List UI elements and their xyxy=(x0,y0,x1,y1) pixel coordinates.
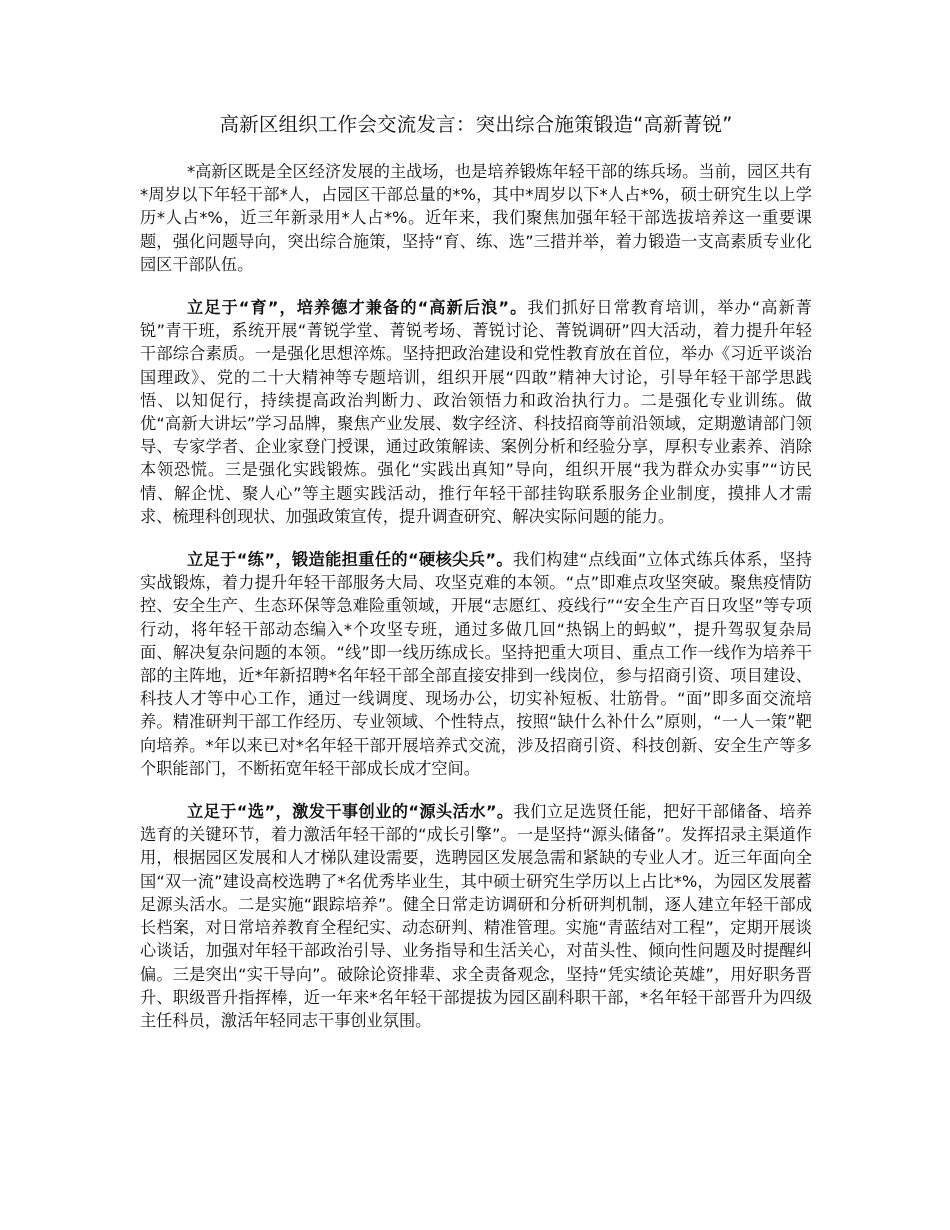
document-title: 高新区组织工作会交流发言：突出综合施策锻造“高新菁锐” xyxy=(219,113,733,136)
paragraph-train-text: 我们构建“点线面”立体式练兵体系，坚持实战锻炼，着力提升年轻干部服务大局、攻坚克难的本领。“点”即难点攻坚突破。聚焦疫情防控、安全生产、生态环保等急难险重领域，开展“志愿红、疫线行”“安全生产百日攻坚”等专项行动，将年轻干部动态编入*个攻坚专班，通过多做几回“热锅上的蚂蚁”，提升驾驭复杂局面、解决复杂问题的本领。“线”即一线历练成长。坚持把重大项目、重点工作一线作为培养干部的主阵地，近*年新招聘*名年轻干部全部直接安排到一线岗位，参与招商引资、项目建设、科技人才等中心工作，通过一线调度、现场办公，切实补短板、壮筋骨。“面”即多面交流培养。精准研判干部工作经历、专业领域、个性特点，按照“缺什么补什么”原则，“一人一策”靶向培养。*年以来已对*名年轻干部开展培养式交流，涉及招商引资、科技创新、安全生产等多个职能部门，不断拓宽年轻干部成长成才空间。 xyxy=(140,550,812,778)
paragraph-select-text: 我们立足选贤任能，把好干部储备、培养选育的关键环节，着力激活年轻干部的“成长引擎”。一是坚持“源头储备”。发挥招录主渠道作用，根据园区发展和人才梯队建设需要，选聘园区发展急需和紧缺的专业人才。近三年面向全国“双一流”建设高校选聘了*名优秀毕业生，其中硕士研究生学历以上占比*%，为园区发展蓄足源头活水。二是实施“跟踪培养”。健全日常走访调研和分析研判机制，逐人建立年轻干部成长档案，对日常培养教育全程纪实、动态研判、精准管理。实施“青蓝结对工程”，定期开展谈心谈话，加强对年轻干部政治引导、业务指导和生活关心，对苗头性、倾向性问题及时提醒纠偏。三是突出“实干导向”。破除论资排辈、求全责备观念，坚持“凭实绩论英雄”，用好职务晋升、职级晋升指挥棒，近一年来*名年轻干部提拔为园区副科职干部，*名年轻干部晋升为四级主任科员，激活年轻同志干事创业氛围。 xyxy=(140,802,813,1030)
document-page xyxy=(140,112,812,1052)
paragraph-select-lead: 立足于“选”，激发干事创业的“源头活水”。 xyxy=(186,802,514,822)
paragraph-cultivate-text: 我们抓好日常教育培训，举办“高新菁锐”青干班，系统开展“菁锐学堂、菁锐考场、菁锐讨论、菁锐调研”四大活动，着力提升年轻干部综合素质。一是强化思想淬炼。坚持把政治建设和党性教育放在首位，举办《习近平谈治国理政》、党的二十大精神等专题培训，组织开展“四敢”精神大讨论，引导年轻干部学思践悟、以知促行，持续提高政治判断力、政治领悟力和政治执行力。二是强化专业训练。做优“高新大讲坛”学习品牌，聚焦产业发展、数字经济、科技招商等前沿领域，定期邀请部门领导、专家学者、企业家登门授课，通过政策解读、案例分析和经验分享，厚积专业素养、消除本领恐慌。三是强化实践锻炼。强化“实践出真知”导向，组织开展“我为群众办实事”“访民情、解企忧、聚人心”等主题实践活动，推行年轻干部挂钩联系服务企业制度，摸排人才需求、梳理科创现状、加强政策宣传，提升调查研究、解决实际问题的能力。 xyxy=(140,298,812,526)
paragraph-cultivate xyxy=(140,296,812,528)
paragraph-cultivate-lead: 立足于“育”，培养德才兼备的“高新后浪”。 xyxy=(186,298,528,318)
paragraph-intro xyxy=(140,160,812,276)
paragraph-train-lead: 立足于“练”，锻造能担重任的“硬核尖兵”。 xyxy=(186,550,513,570)
paragraph-select xyxy=(140,800,812,1032)
paragraph-intro-text: *高新区既是全区经济发展的主战场，也是培养锻炼年轻干部的练兵场。当前，园区共有*周岁以下年轻干部*人，占园区干部总量的*%，其中*周岁以下*人占*%，硕士研究生以上学历*人占*%，近三年新录用*人占*%。近年来，我们聚焦加强年轻干部选拔培养这一重要课题，强化问题导向，突出综合施策，坚持“育、练、选”三措并举，着力锻造一支高素质专业化园区干部队伍。 xyxy=(140,162,812,274)
paragraph-train xyxy=(140,548,812,780)
